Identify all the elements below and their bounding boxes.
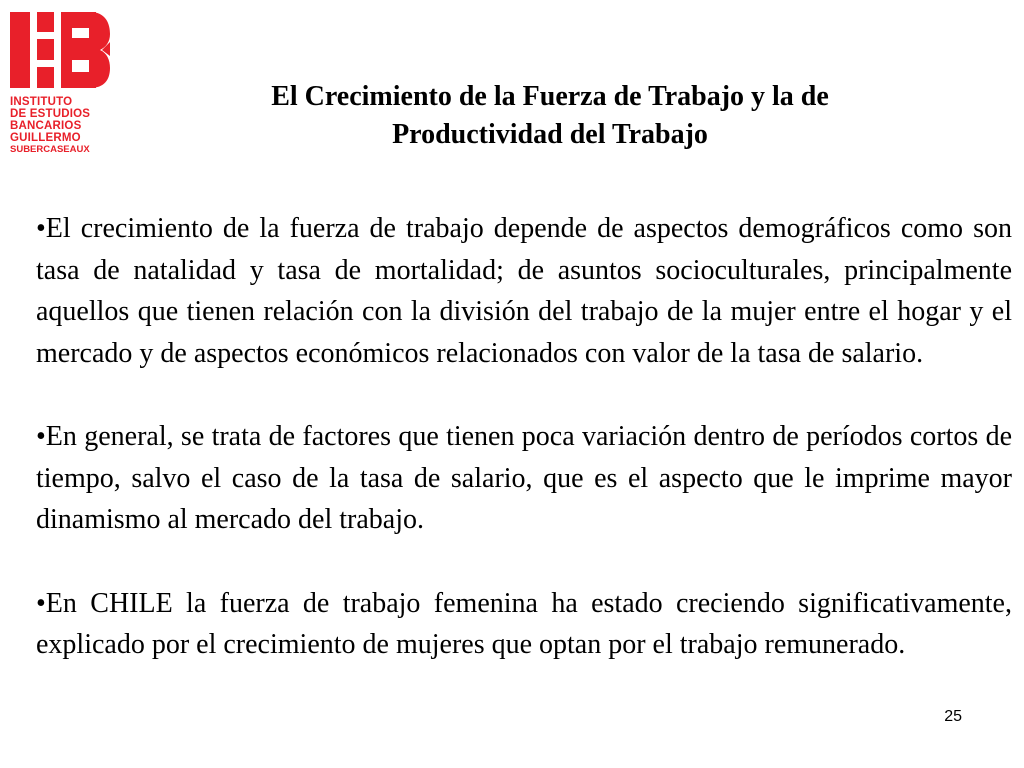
logo-line: BANCARIOS [10, 120, 82, 132]
bullet-paragraph: •El crecimiento de la fuerza de trabajo depende de aspectos demográficos como son tasa de natalidad y tasa de mortalidad; de asuntos socioculturales, principalmente aquellos que tienen relación con la división del trabajo de la mujer entre el hogar y el mercado y de aspectos económicos relacionados con valor de la tasa de salario. [36, 213, 1012, 369]
institute-logo [10, 12, 110, 162]
slide-title [170, 78, 930, 154]
ieb-logo-icon [10, 12, 110, 90]
logo-wordmark [10, 96, 110, 156]
page-number: 25 [944, 708, 962, 725]
bullet-paragraph: •En CHILE la fuerza de trabajo femenina ha estado creciendo significativamente, explicado por el crecimiento de mujeres que optan por el trabajo remunerado. [36, 587, 1012, 660]
logo-line: GUILLERMO [10, 132, 81, 144]
slide-title-line-2: Productividad del Trabajo [392, 119, 708, 150]
logo-line: INSTITUTO [10, 96, 73, 108]
bullet-paragraph: •En general, se trata de factores que tienen poca variación dentro de períodos cortos de tiempo, salvo el caso de la tasa de salario, que es el aspecto que le imprime mayor dinamismo al mercado del trabajo. [36, 421, 1012, 535]
logo-line: SUBERCASEAUX [10, 144, 90, 155]
slide-title-line-1: El Crecimiento de la Fuerza de Trabajo y la de [271, 81, 829, 112]
slide-body [36, 208, 1012, 708]
logo-line: DE ESTUDIOS [10, 108, 91, 120]
